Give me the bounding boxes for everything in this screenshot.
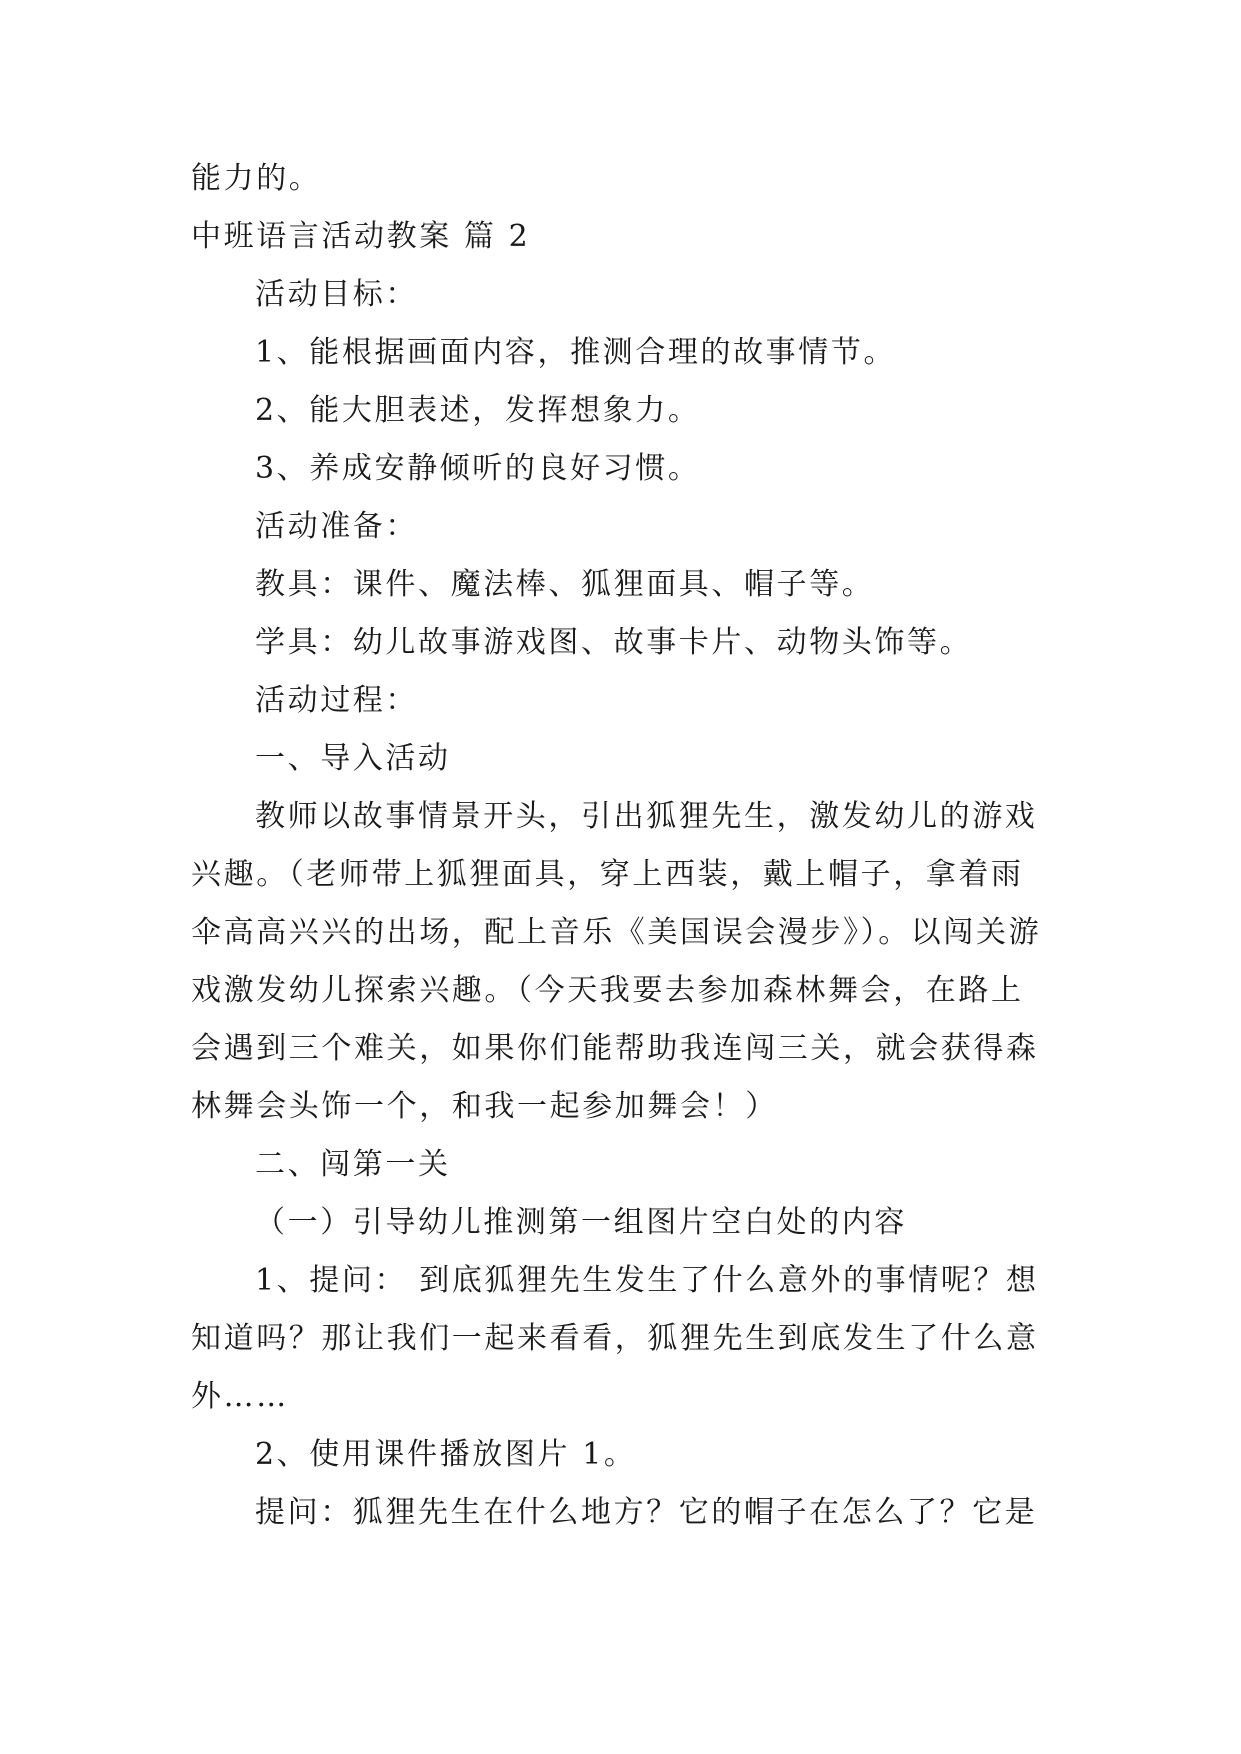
text-line: 学具：幼儿故事游戏图、故事卡片、动物头饰等。 [255, 625, 973, 660]
document-body [191, 150, 1053, 1542]
text-line: （一）引导幼儿推测第一组图片空白处的内容 [255, 1205, 907, 1240]
text-line: 林舞会头饰一个，和我一起参加舞会！） [191, 1089, 778, 1124]
text-line: 教具：课件、魔法棒、狐狸面具、帽子等。 [255, 567, 875, 602]
section-heading: 中班语言活动教案 篇 2 [191, 219, 531, 254]
text-line: 戏激发幼儿探索兴趣。（今天我要去参加森林舞会，在路上 [191, 973, 1024, 1008]
text-line: 2、使用课件播放图片 1。 [255, 1437, 637, 1472]
text-line: 知道吗？那让我们一起来看看，狐狸先生到底发生了什么意 [191, 1321, 1039, 1356]
text-line: 二、闯第一关 [255, 1147, 451, 1182]
text-line: 1、提问： 到底狐狸先生发生了什么意外的事情呢？想 [255, 1263, 1039, 1298]
text-line: 教师以故事情景开头，引出狐狸先生，激发幼儿的游戏 [255, 799, 1038, 834]
text-line: 活动过程： [255, 683, 418, 718]
text-line: 会遇到三个难关，如果你们能帮助我连闯三关，就会获得森 [191, 1031, 1039, 1066]
text-line: 2、能大胆表述，发挥想象力。 [255, 393, 701, 428]
text-line: 能力的。 [191, 161, 322, 196]
text-line: 活动目标： [255, 277, 418, 312]
text-line: 一、导入活动 [255, 741, 451, 776]
text-line: 提问：狐狸先生在什么地方？它的帽子在怎么了？它是 [255, 1495, 1038, 1530]
text-line: 活动准备： [255, 509, 418, 544]
text-line: 兴趣。（老师带上狐狸面具，穿上西装，戴上帽子，拿着雨 [191, 857, 1024, 892]
text-line: 1、能根据画面内容，推测合理的故事情节。 [255, 335, 897, 370]
text-line: 外…… [191, 1379, 289, 1414]
text-line: 3、养成安静倾听的良好习惯。 [255, 451, 701, 486]
text-line: 伞高高兴兴的出场，配上音乐《美国误会漫步》）。以闯关游 [191, 915, 1042, 950]
